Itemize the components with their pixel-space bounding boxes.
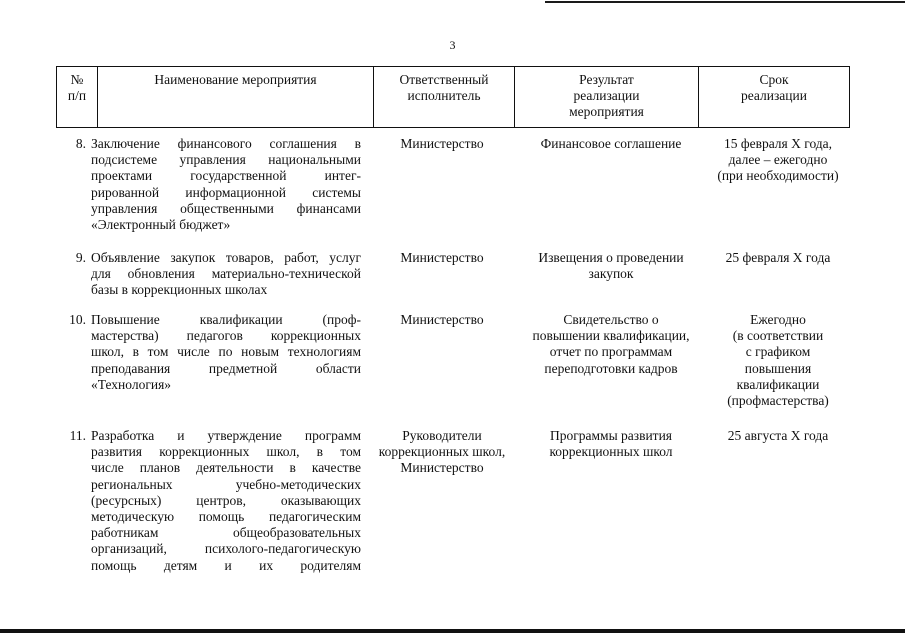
text-line: (при необходимости) — [717, 168, 839, 184]
executor — [366, 250, 518, 266]
text-line: (в соответствии — [732, 328, 824, 344]
text-line: развития коррекционных школ, в том — [91, 444, 361, 460]
text-line: школ, в том числе по новым технологиям — [91, 344, 361, 360]
text-line: «Технология» — [91, 376, 172, 392]
text-line: коррекционных школ, — [378, 444, 506, 460]
text-line: организаций, психолого-педагогическую — [91, 541, 361, 557]
text-line: 25 августа X года — [727, 428, 829, 443]
term — [706, 250, 850, 266]
text-line: Извещения о проведении — [538, 250, 684, 265]
text-line: повышения — [744, 360, 812, 376]
text-line: 15 февраля X года, — [723, 136, 833, 151]
text-line: (профмастерства) — [727, 393, 829, 409]
text-line: помощь детям и их родителям — [91, 557, 361, 573]
text-line: переподготовки кадров — [544, 360, 678, 376]
header-line: мероприятия — [569, 104, 644, 119]
text-line: Программы развития — [549, 428, 673, 443]
result — [516, 312, 706, 377]
text-line: коррекционных школ — [549, 444, 673, 460]
header-result — [514, 67, 698, 127]
text-line: с графиком — [745, 344, 811, 360]
header-executor — [373, 67, 514, 127]
text-line: Свидетельство о — [563, 312, 659, 327]
executor — [366, 428, 518, 477]
result — [516, 250, 706, 282]
text-line: Ежегодно — [750, 312, 806, 327]
term — [706, 136, 850, 185]
text-line: далее – ежегодно — [728, 152, 828, 168]
header-line: Ответственный — [399, 72, 489, 87]
executor — [366, 312, 518, 328]
text-line: мастерства) педагогов коррекционных — [91, 328, 361, 344]
text-line: Министерство — [400, 250, 484, 265]
top-rule — [545, 1, 905, 3]
page-number: 3 — [449, 38, 456, 52]
text-line: 25 февраля X года — [725, 250, 831, 265]
header-line: № — [70, 72, 84, 87]
text-line: работникам общеобразовательных — [91, 525, 361, 541]
header-term — [698, 67, 849, 127]
row-number: 9. — [75, 250, 86, 265]
text-line: методическую помощь педагогическим — [91, 509, 361, 525]
text-line: Объявление закупок товаров, работ, услуг — [91, 250, 361, 265]
text-line: (ресурсных) центров, оказывающих — [91, 492, 361, 508]
row-number: 10. — [69, 312, 86, 327]
header-line: исполнитель — [407, 88, 481, 103]
text-line: Министерство — [400, 460, 484, 476]
event-name — [91, 312, 361, 393]
text-line: повышении квалификации, — [532, 328, 690, 344]
event-name — [91, 136, 361, 233]
text-line: отчет по программам — [549, 344, 673, 360]
text-line: «Электронный бюджет» — [91, 217, 231, 233]
text-line: базы в коррекционных школах — [91, 282, 268, 298]
header-line: Срок — [759, 72, 789, 87]
text-line: числе планов деятельности в качестве — [91, 460, 361, 476]
header-event-name — [97, 67, 373, 127]
text-line: преподавания предметной области — [91, 360, 361, 376]
text-line: Разработка и утверждение программ — [91, 428, 361, 443]
row-number: 8. — [75, 136, 86, 151]
text-line: Руководители — [402, 428, 482, 443]
text-line: рированной информационной системы — [91, 184, 361, 200]
text-line: региональных учебно-методических — [91, 476, 361, 492]
table-header — [56, 66, 850, 128]
executor — [366, 136, 518, 152]
term — [706, 428, 850, 444]
text-line: подсистеме управления национальными — [91, 152, 361, 168]
header-line: реализации — [573, 88, 640, 103]
header-line: Наименование мероприятия — [154, 72, 317, 87]
text-line: управления общественными финансами — [91, 200, 361, 216]
text-line: проектами государственной интег- — [91, 168, 361, 184]
term — [706, 312, 850, 409]
result — [516, 428, 706, 460]
text-line: Министерство — [400, 136, 484, 151]
header-line: Результат — [579, 72, 634, 87]
header-number — [57, 67, 97, 127]
event-name — [91, 428, 361, 574]
text-line: для обновления материально-технической — [91, 266, 361, 282]
text-line: квалификации — [736, 376, 820, 392]
text-line: Финансовое соглашение — [540, 136, 682, 151]
result — [516, 136, 706, 152]
row-number: 11. — [69, 428, 86, 443]
text-line: Повышение квалификации (проф- — [91, 312, 361, 327]
text-line: Министерство — [400, 312, 484, 327]
header-line: реализации — [741, 88, 807, 103]
bottom-rule — [0, 629, 905, 633]
event-name — [91, 250, 361, 299]
text-line: закупок — [588, 266, 634, 282]
header-line: п/п — [67, 88, 87, 103]
text-line: Заключение финансового соглашения в — [91, 136, 361, 151]
